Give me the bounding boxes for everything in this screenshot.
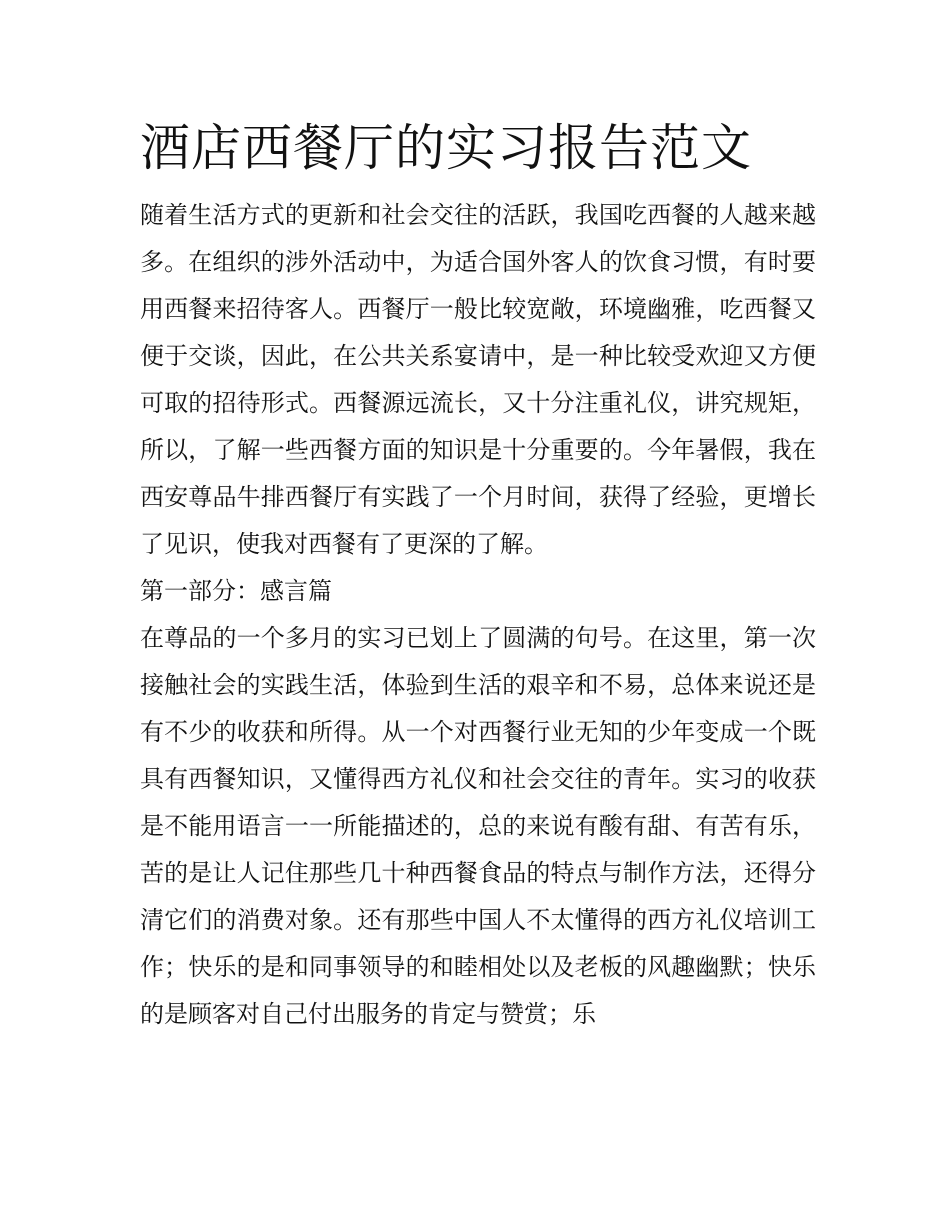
document-title: 酒店西餐厅的实习报告范文 (140, 119, 752, 177)
intro-paragraph: 随着生活方式的更新和社会交往的活跃，我国吃西餐的人越来越多。在组织的涉外活动中，为适合国外客人的饮食习惯，有时要用西餐来招待客人。西餐厅一般比较宽敞，环境幽雅，吃西餐又便于交谈，因此，在公共关系宴请中，是一种比较受欢迎又方便可取的招待形式。西餐源远流长，又十分注重礼仪，讲究规矩，所以，了解一些西餐方面的知识是十分重要的。今年暑假，我在西安尊品牛排西餐厅有实践了一个月时间，获得了经验，更增长了见识，使我对西餐有了更深的了解。 (140, 201, 816, 558)
section-paragraph: 在尊品的一个多月的实习已划上了圆满的句号。在这里，第一次接触社会的实践生活，体验到生活的艰辛和不易，总体来说还是有不少的收获和所得。从一个对西餐行业无知的少年变成一个既具有西餐知识，又懂得西方礼仪和社会交往的青年。实习的收获是不能用语言一一所能描述的，总的来说有酸有甜、有苦有乐，苦的是让人记住那些几十种西餐食品的特点与制作方法，还得分清它们的消费对象。还有那些中国人不太懂得的西方礼仪培训工作；快乐的是和同事领导的和睦相处以及老板的风趣幽默；快乐的是顾客对自己付出服务的肯定与赞赏；乐 (140, 624, 816, 1028)
section-heading: 第一部分：感言篇 (140, 577, 332, 605)
document-content (140, 112, 816, 1038)
